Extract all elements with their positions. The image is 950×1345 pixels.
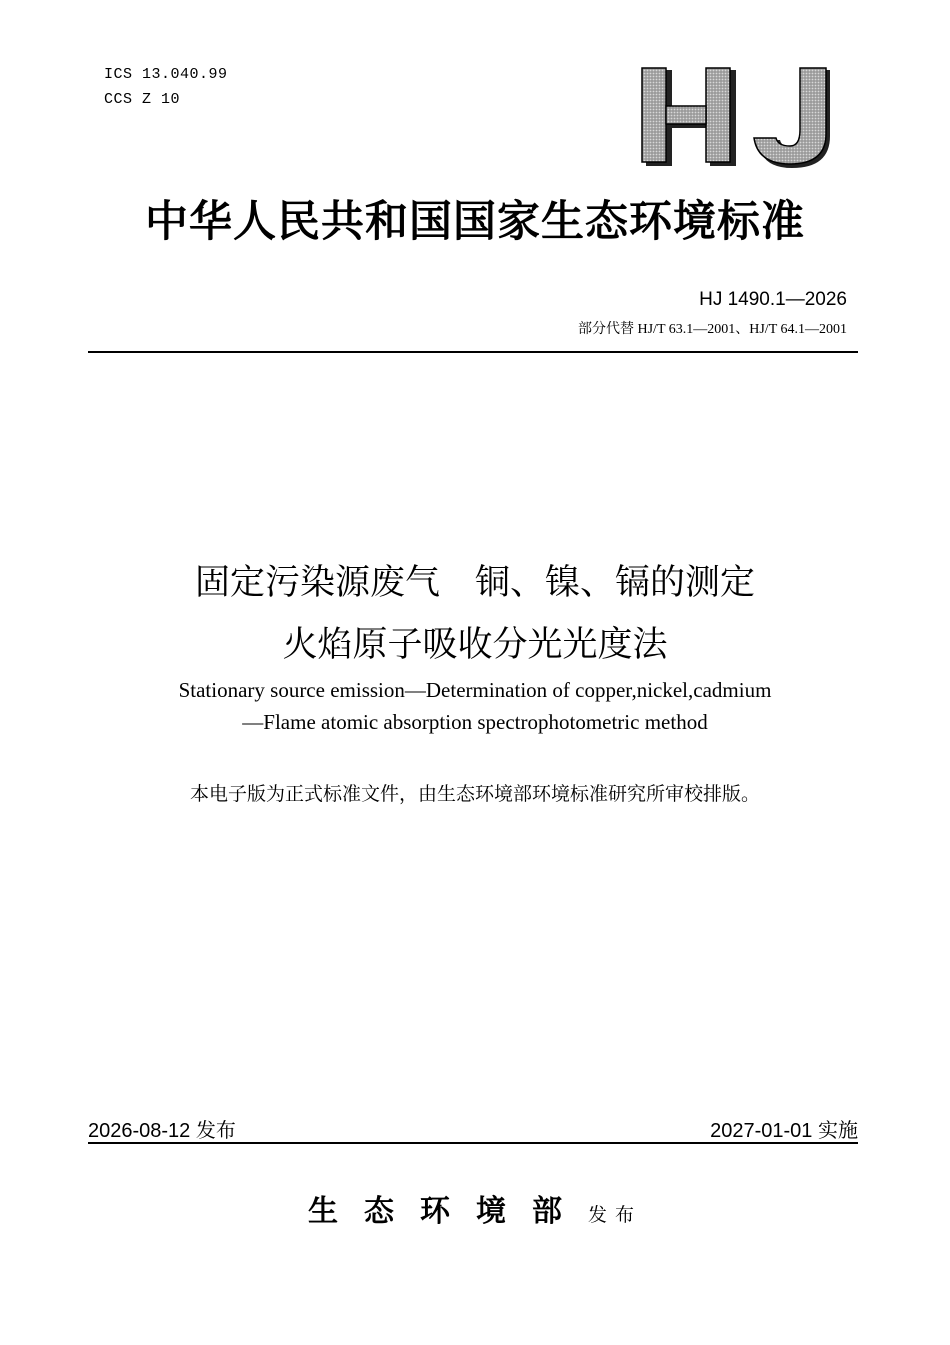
organization-title: 中华人民共和国国家生态环境标准 bbox=[145, 197, 805, 247]
title-zh-line1: 固定污染源废气 铜、镍、镉的测定 bbox=[194, 563, 755, 603]
publisher bbox=[0, 1186, 950, 1230]
standard-number: HJ 1490.1—2026 bbox=[699, 289, 847, 310]
top-divider bbox=[88, 351, 858, 353]
edition-note: 本电子版为正式标准文件，由生态环境部环境标准研究所审校排版。 bbox=[189, 783, 760, 805]
replaces-note: 部分代替 HJ/T 63.1—2001、HJ/T 64.1—2001 bbox=[578, 322, 847, 337]
ics-code: ICS 13.040.99 bbox=[104, 66, 228, 83]
publisher-suffix: 发布 bbox=[587, 1204, 642, 1226]
letter-j bbox=[754, 68, 830, 168]
title-zh-line2: 火焰原子吸收分光光度法 bbox=[282, 625, 668, 665]
hj-logo bbox=[640, 66, 832, 174]
title-en-line2: —Flame atomic absorption spectrophotometric method bbox=[242, 710, 708, 734]
hj-logo-graphic bbox=[640, 66, 832, 170]
classification-codes bbox=[104, 62, 228, 112]
issue-date: 2026-08-12 发布 bbox=[88, 1120, 236, 1142]
publisher-name: 生态环境部 bbox=[307, 1194, 588, 1229]
title-en-line1: Stationary source emission—Determination of copper,nickel,cadmium bbox=[178, 678, 772, 702]
effective-date: 2027-01-01 实施 bbox=[710, 1120, 858, 1142]
ccs-code: CCS Z 10 bbox=[104, 91, 181, 108]
bottom-divider bbox=[88, 1142, 858, 1144]
letter-h bbox=[642, 68, 736, 166]
